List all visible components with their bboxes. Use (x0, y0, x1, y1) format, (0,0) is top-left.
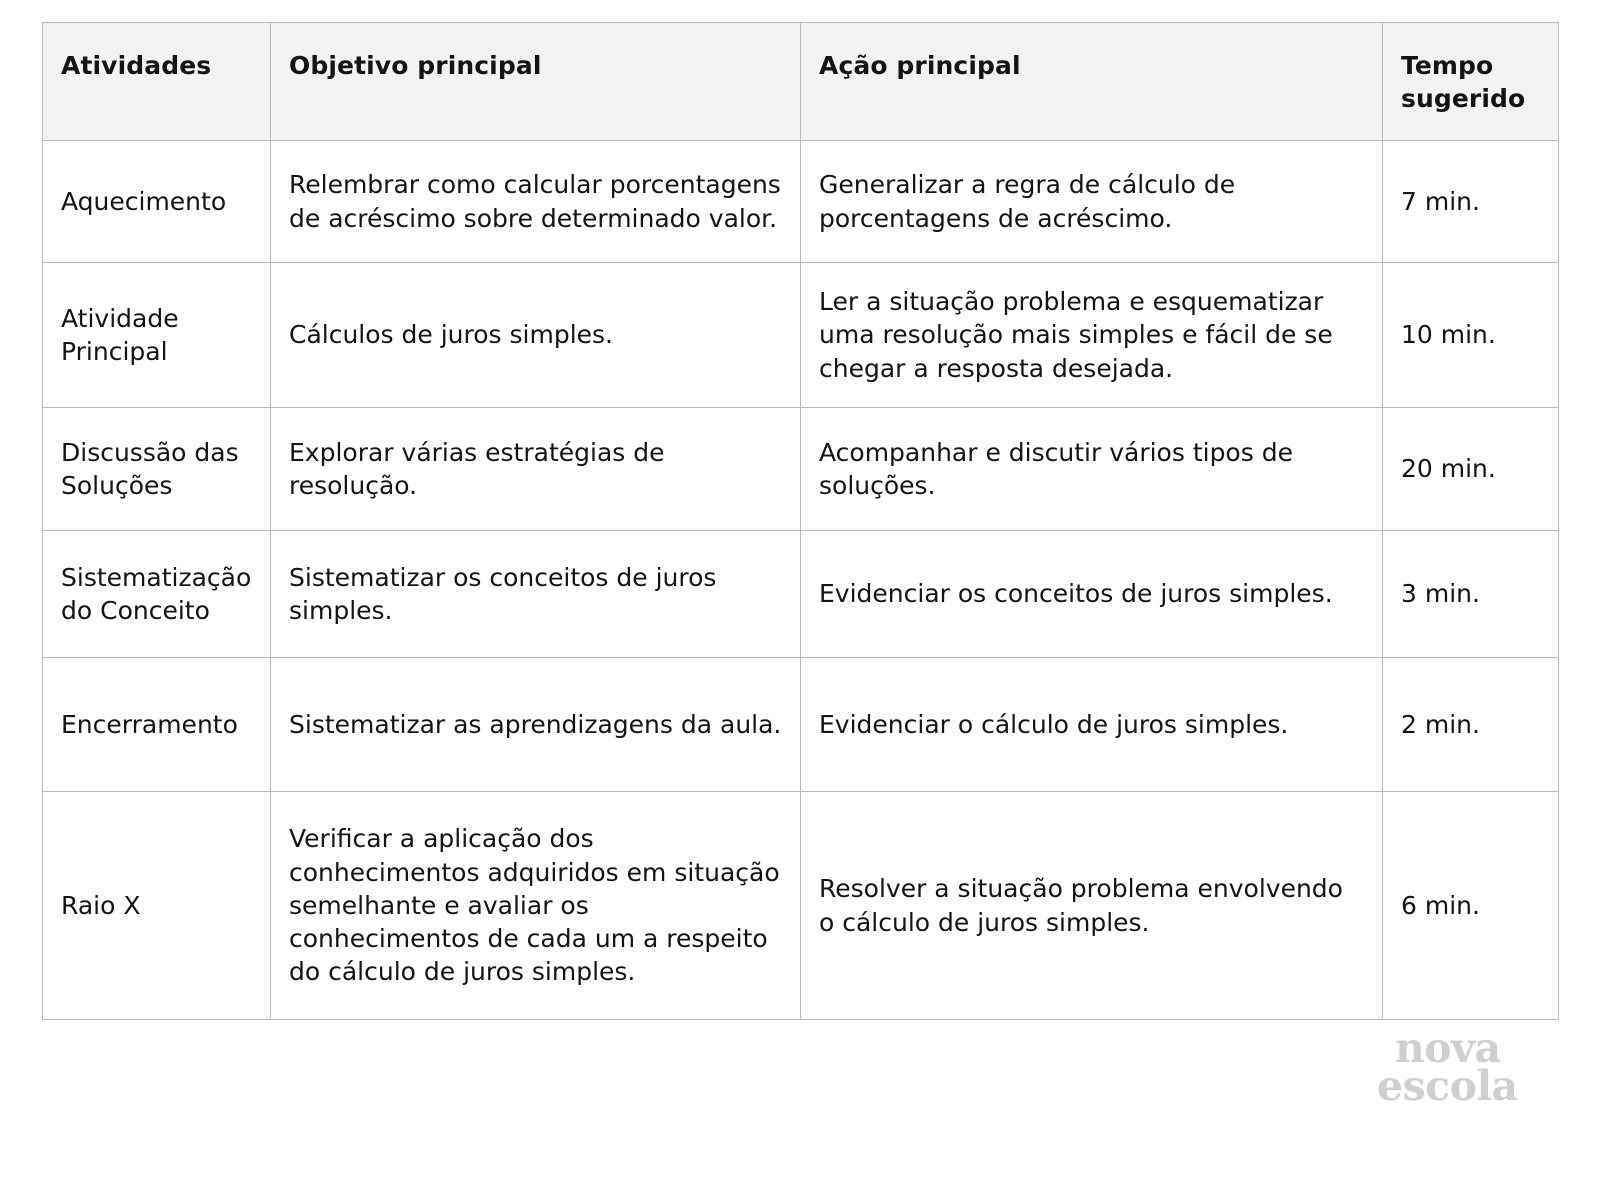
cell-acao: Acompanhar e discutir vários tipos de soluções. (801, 408, 1383, 531)
cell-atividade: Discussão das Soluções (43, 408, 271, 531)
cell-atividade: Raio X (43, 792, 271, 1020)
table-row (43, 658, 1559, 792)
cell-tempo: 10 min. (1383, 263, 1559, 408)
cell-acao: Evidenciar o cálculo de juros simples. (801, 658, 1383, 792)
cell-acao: Ler a situação problema e esquematizar uma resolução mais simples e fácil de se chegar a resposta desejada. (801, 263, 1383, 408)
cell-atividade: Aquecimento (43, 141, 271, 263)
logo-line-escola: escola (1377, 1061, 1518, 1110)
cell-tempo: 2 min. (1383, 658, 1559, 792)
cell-objetivo: Explorar várias estratégias de resolução. (271, 408, 801, 531)
cell-atividade: Encerramento (43, 658, 271, 792)
cell-objetivo: Relembrar como calcular porcentagens de acréscimo sobre determinado valor. (271, 141, 801, 263)
table-body (43, 141, 1559, 1020)
table-row (43, 792, 1559, 1020)
column-header-acao-principal: Ação principal (801, 23, 1383, 141)
cell-tempo: 6 min. (1383, 792, 1559, 1020)
table-header-row (43, 23, 1559, 141)
cell-acao: Evidenciar os conceitos de juros simples. (801, 531, 1383, 658)
table-row (43, 263, 1559, 408)
cell-tempo: 3 min. (1383, 531, 1559, 658)
nova-escola-logo (1377, 1024, 1547, 1110)
column-header-tempo-sugerido: Tempo sugerido (1383, 23, 1559, 141)
lesson-activities-table (42, 22, 1559, 1020)
cell-objetivo: Sistematizar os conceitos de juros simples. (271, 531, 801, 658)
cell-objetivo: Cálculos de juros simples. (271, 263, 801, 408)
column-header-atividades: Atividades (43, 23, 271, 141)
table-row (43, 408, 1559, 531)
cell-acao: Resolver a situação problema envolvendo o cálculo de juros simples. (801, 792, 1383, 1020)
cell-objetivo: Sistematizar as aprendizagens da aula. (271, 658, 801, 792)
logo-line-nova: nova (1395, 1024, 1501, 1072)
table-header (43, 23, 1559, 141)
cell-objetivo: Verificar a aplicação dos conhecimentos adquiridos em situação semelhante e avaliar os conhecimentos de cada um a respeito do cálculo de juros simples. (271, 792, 801, 1020)
cell-tempo: 7 min. (1383, 141, 1559, 263)
cell-atividade: Atividade Principal (43, 263, 271, 408)
cell-acao: Generalizar a regra de cálculo de porcentagens de acréscimo. (801, 141, 1383, 263)
cell-atividade: Sistematização do Conceito (43, 531, 271, 658)
cell-tempo: 20 min. (1383, 408, 1559, 531)
table-row (43, 531, 1559, 658)
table-row (43, 141, 1559, 263)
column-header-objetivo-principal: Objetivo principal (271, 23, 801, 141)
